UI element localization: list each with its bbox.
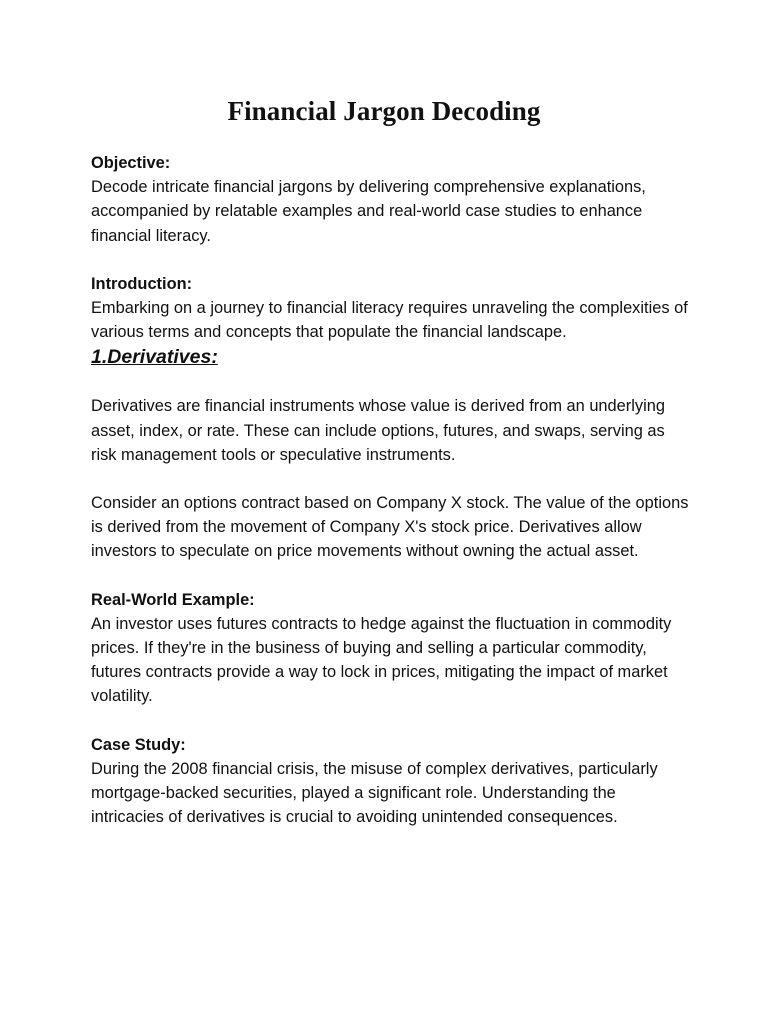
document-title: Financial Jargon Decoding (227, 96, 541, 126)
section-heading-derivatives: 1.Derivatives: (91, 346, 218, 369)
objective-text: Decode intricate financial jargons by delivering comprehensive explanations, accompanied by relatable examples and real-world case studies to enhance financial literacy. (91, 178, 646, 245)
objective-label: Objective: (91, 154, 171, 172)
introduction-label: Introduction: (91, 274, 193, 293)
introduction-block (91, 272, 691, 345)
real-world-example-text: An investor uses futures contracts to hedge against the fluctuation in commodity prices. If they're in the business of buying and selling a particular commodity, futures contracts provide a way to lock in prices, mitigating the impact of market volatility. (91, 614, 672, 706)
real-world-example-block (91, 588, 691, 709)
real-world-example-label: Real-World Example: (91, 590, 255, 609)
introduction-text: Embarking on a journey to financial literacy requires unraveling the complexities of various terms and concepts that populate the financial landscape. (91, 299, 688, 342)
case-study-text: During the 2008 financial crisis, the misuse of complex derivatives, particularly mortgage-backed securities, played a significant role. Understanding the intricacies of derivatives is crucial to avoiding unintended consequences. (91, 759, 658, 827)
case-study-block (91, 733, 691, 830)
objective-block (91, 151, 691, 248)
case-study-label: Case Study: (91, 735, 186, 754)
derivatives-example: Consider an options contract based on Company X stock. The value of the options is derived from the movement of Company X's stock price. Derivatives allow investors to speculate on price movements without owning the actual asset. (91, 494, 689, 561)
derivatives-definition: Derivatives are financial instruments whose value is derived from an underlying asset, index, or rate. These can include options, futures, and swaps, serving as risk management tools or speculative instruments. (91, 397, 665, 464)
